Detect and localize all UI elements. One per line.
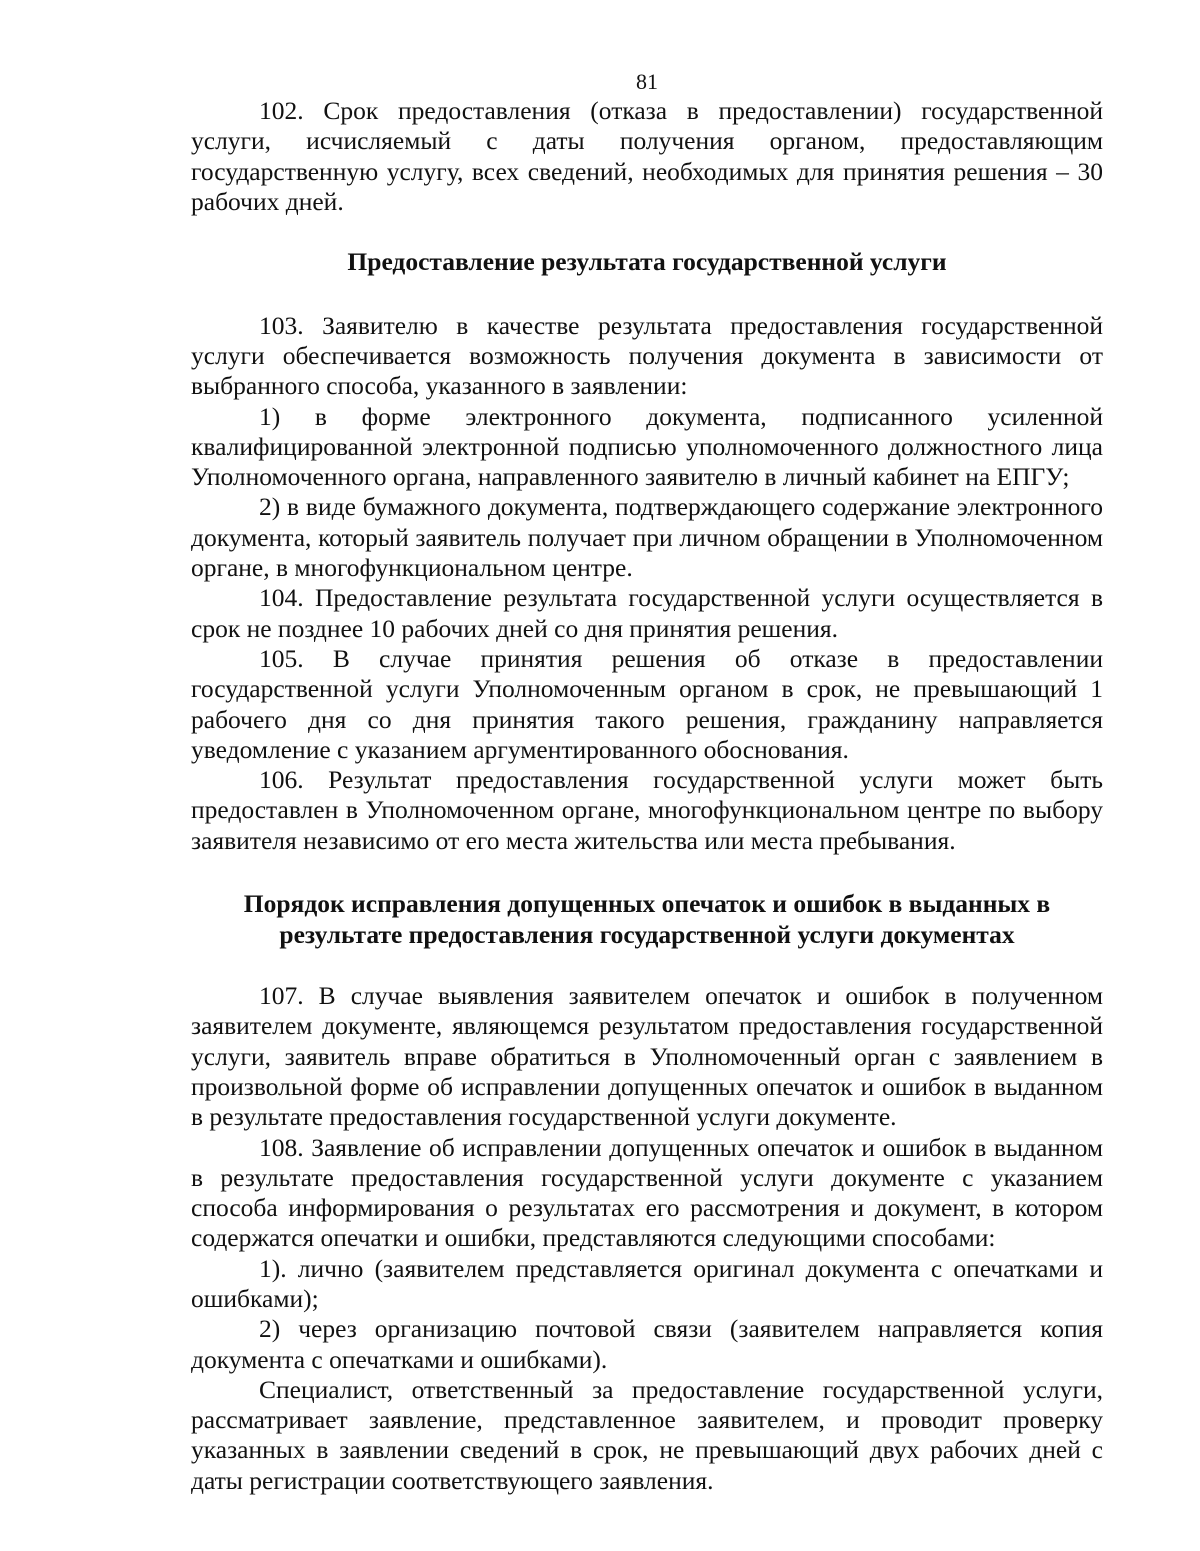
section-heading-result: Предоставление результата государственной услуги [347, 247, 947, 277]
paragraph-108-item-1: 1). лично (заявителем представляется оригинал документа с опечатками и ошибками); [191, 1253, 1103, 1313]
paragraph-108: 108. Заявление об исправлении допущенных опечаток и ошибок в выданном в результате предоставления государственной услуги документе с указанием способа информирования о результатах его рассмотрения и документ, в котором содержатся опечатки и ошибки, представляются следующими способами: [191, 1132, 1103, 1253]
section-heading-corrections-line-2: результате предоставления государственной услуги документах [279, 919, 1015, 949]
paragraph-105: 105. В случае принятия решения об отказе в предоставлении государственной услуги Уполномоченным органом в срок, не превышающий 1 рабочего дня со дня принятия такого решения, гражданину направляется уведомление с указанием аргументированного обоснования. [191, 643, 1103, 764]
section-heading-corrections-line-1: Порядок исправления допущенных опечаток и ошибок в выданных в [243, 889, 1051, 919]
paragraph-104: 104. Предоставление результата государственной услуги осуществляется в срок не позднее 10 рабочих дней со дня принятия решения. [191, 583, 1103, 643]
paragraph-specialist: Специалист, ответственный за предоставление государственной услуги, рассматривает заявление, представленное заявителем, и проводит проверку указанных в заявлении сведений в срок, не превышающий двух рабочих дней с даты регистрации соответствующего заявления. [191, 1374, 1103, 1495]
paragraph-102: 102. Срок предоставления (отказа в предоставлении) государственной услуги, исчисляемый с даты получения органом, предоставляющим государственную услугу, всех сведений, необходимых для принятия решения – 30 рабочих дней. [191, 96, 1103, 216]
paragraph-103: 103. Заявителю в качестве результата предоставления государственной услуги обеспечивается возможность получения документа в зависимости от выбранного способа, указанного в заявлении: [191, 310, 1103, 401]
paragraph-108-item-2: 2) через организацию почтовой связи (заявителем направляется копия документа с опечатками и ошибками). [191, 1314, 1103, 1374]
paragraph-103-item-2: 2) в виде бумажного документа, подтверждающего содержание электронного документа, который заявитель получает при личном обращении в Уполномоченном органе, в многофункциональном центре. [191, 492, 1103, 583]
paragraph-103-item-1: 1) в форме электронного документа, подписанного усиленной квалифицированной электронной подписью уполномоченного должностного лица Уполномоченного органа, направленного заявителю в личный кабинет на ЕПГУ; [191, 401, 1103, 492]
paragraph-107: 107. В случае выявления заявителем опечаток и ошибок в полученном заявителем документе, являющемся результатом предоставления государственной услуги, заявитель вправе обратиться в Уполномоченный орган с заявлением в произвольной форме об исправлении допущенных опечаток и ошибок в выданном в результате предоставления государственной услуги документе. [191, 981, 1103, 1132]
page-number: 81 [636, 69, 658, 94]
paragraph-106: 106. Результат предоставления государственной услуги может быть предоставлен в Уполномоченном органе, многофункциональном центре по выбору заявителя независимо от его места жительства или места пребывания. [191, 765, 1103, 855]
document-page [191, 68, 1103, 1496]
section-heading-corrections [191, 889, 1103, 950]
